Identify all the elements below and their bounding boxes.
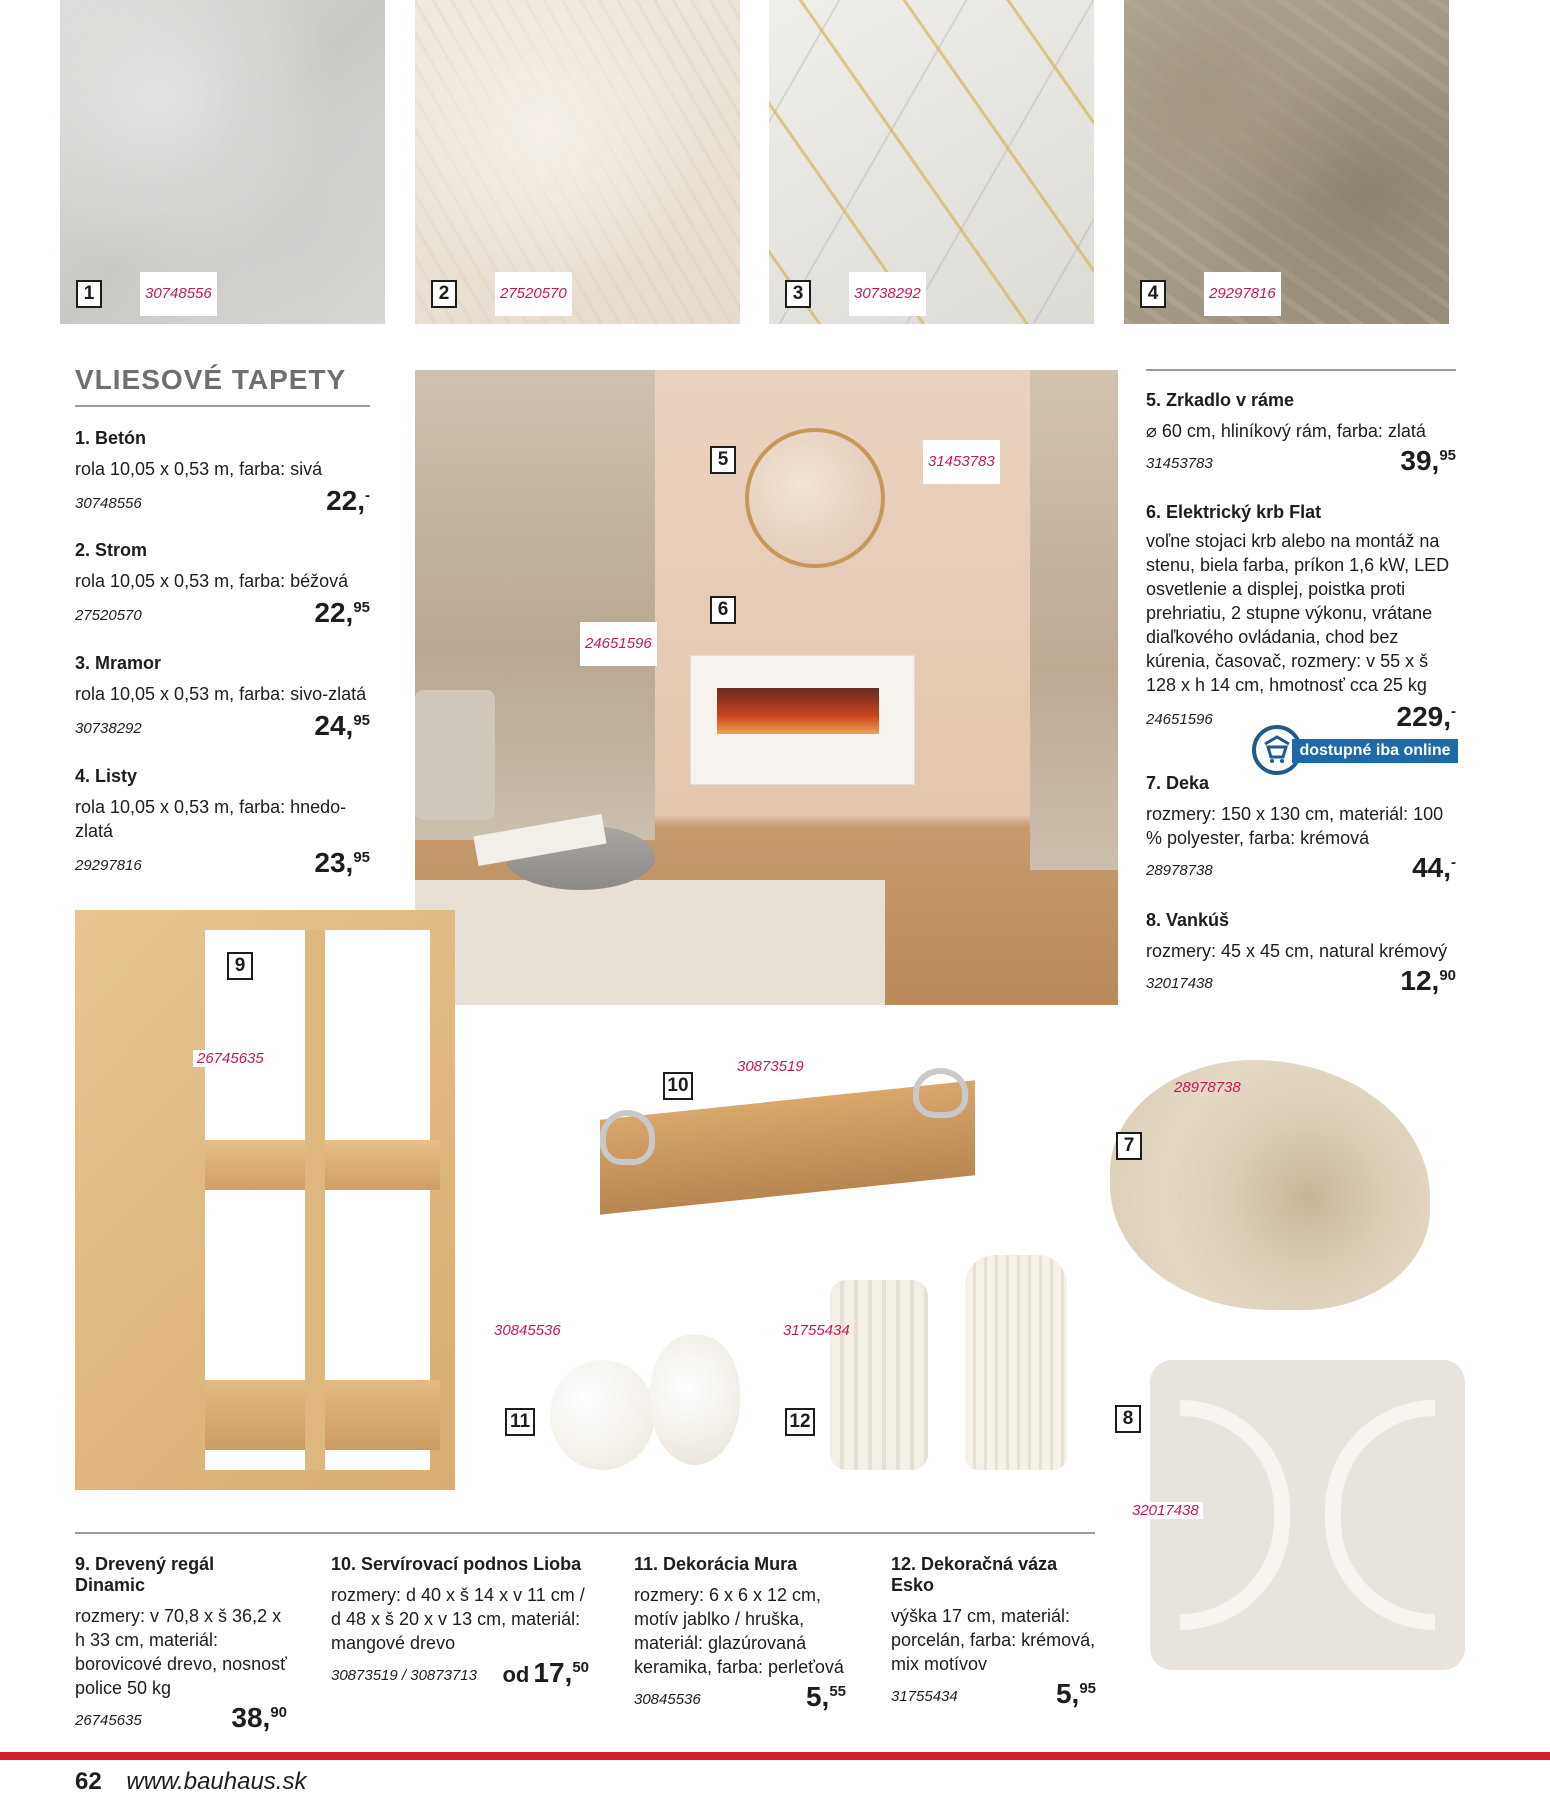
- wallpaper-product-2: [75, 540, 370, 631]
- product-title: 10. Servírovací podnos Lioba: [331, 1554, 582, 1574]
- product-tray: [331, 1554, 589, 1691]
- footer: [75, 1768, 306, 1796]
- product-code: 28978738: [1146, 862, 1213, 879]
- wooden-shelf-image: [75, 900, 455, 1490]
- product-title: 5. Zrkadlo v ráme: [1146, 390, 1295, 410]
- product-code: 24651596: [1146, 711, 1213, 728]
- item-number-badge: 2: [431, 280, 457, 308]
- right-column-rule: [1146, 369, 1456, 371]
- product-description: výška 17 cm, materiál: porcelán, farba: krémová, mix motívov: [891, 1606, 1096, 1674]
- product-description: rola 10,05 x 0,53 m, farba: hnedo-zlatá: [75, 797, 347, 841]
- product-pillow: [1146, 910, 1456, 999]
- product-code-tag: 30738292: [849, 272, 926, 316]
- product-description: rozmery: 150 x 130 cm, materiál: 100 % polyester, farba: krémová: [1146, 804, 1444, 848]
- product-price: 12,90: [1400, 965, 1456, 996]
- wallpaper-image-1: [60, 0, 385, 324]
- product-description: rozmery: 45 x 45 cm, natural krémový: [1146, 941, 1448, 961]
- item-number-badge: 10: [663, 1072, 693, 1100]
- product-code-tag: 31453783: [923, 440, 1000, 484]
- product-code-tag: 30748556: [140, 272, 217, 316]
- blanket-roll: [1110, 1060, 1430, 1310]
- product-description: rozmery: d 40 x š 14 x v 11 cm / d 48 x š 20 x v 13 cm, materiál: mangové drevo: [331, 1585, 585, 1653]
- online-only-label: dostupné iba online: [1292, 739, 1458, 763]
- item-number-badge: 1: [76, 280, 102, 308]
- product-shelf: [75, 1554, 287, 1736]
- product-mirror: [1146, 390, 1456, 479]
- product-title: 8. Vankúš: [1146, 910, 1230, 930]
- product-code: 31453783: [1146, 455, 1213, 472]
- vases-image: [780, 1245, 1080, 1480]
- product-price: 229,-: [1396, 701, 1456, 732]
- product-code-tag: 28978738: [1174, 1079, 1241, 1096]
- product-title: 6. Elektrický krb Flat: [1146, 502, 1322, 522]
- section-title-underline: [75, 405, 370, 407]
- product-title: 4. Listy: [75, 766, 138, 786]
- wall-mural: [1030, 370, 1118, 870]
- product-title: 11. Dekorácia Mura: [634, 1554, 798, 1574]
- item-number-badge: 4: [1140, 280, 1166, 308]
- product-price: 24,95: [314, 710, 370, 741]
- product-code-tag: 31755434: [783, 1322, 850, 1339]
- item-number-badge: 7: [1116, 1132, 1142, 1160]
- product-code-tag: 30845536: [494, 1322, 561, 1339]
- product-description: rola 10,05 x 0,53 m, farba: béžová: [75, 571, 349, 591]
- product-price: 5,55: [805, 1681, 846, 1712]
- product-code-tag: 27520570: [495, 272, 572, 316]
- product-vase: [891, 1554, 1096, 1712]
- product-code: 30748556: [75, 495, 142, 512]
- item-number-badge: 6: [710, 596, 736, 624]
- product-code: 27520570: [75, 607, 142, 624]
- product-description: rola 10,05 x 0,53 m, farba: sivo-zlatá: [75, 684, 367, 704]
- fireplace-flame: [717, 688, 879, 734]
- pear-figure: [650, 1335, 740, 1465]
- product-price: 22,-: [326, 485, 370, 516]
- product-price: 22,95: [314, 597, 370, 628]
- website-link[interactable]: www.bauhaus.sk: [126, 1768, 307, 1795]
- product-description: rozmery: 6 x 6 x 12 cm, motív jablko / hruška, materiál: glazúrovaná keramika, farba: perleťová: [634, 1585, 844, 1677]
- section-title: VLIESOVÉ TAPETY: [75, 364, 347, 395]
- product-code: 30738292: [75, 720, 142, 737]
- apple-figure: [550, 1360, 655, 1470]
- product-code-tag: 29297816: [1204, 272, 1281, 316]
- product-code: 31755434: [891, 1688, 958, 1705]
- product-title: 9. Drevený regál Dinamic: [75, 1554, 215, 1595]
- product-code-tag: 32017438: [1128, 1502, 1203, 1519]
- product-price: 44,-: [1412, 852, 1456, 883]
- product-fireplace: [1146, 502, 1456, 735]
- electric-fireplace: [690, 655, 915, 785]
- sofa: [415, 690, 495, 820]
- product-description: rola 10,05 x 0,53 m, farba: sivá: [75, 459, 323, 479]
- decor-fruit-image: [500, 1260, 750, 1480]
- product-title: 12. Dekoračná váza Esko: [891, 1554, 1058, 1595]
- item-number-badge: 12: [785, 1408, 815, 1436]
- product-price: 39,95: [1400, 445, 1456, 476]
- product-code: 26745635: [75, 1712, 142, 1729]
- product-price: od 17,50: [502, 1657, 589, 1688]
- product-code: 30845536: [634, 1691, 701, 1708]
- product-code: 32017438: [1146, 975, 1213, 992]
- product-description: rozmery: v 70,8 x š 36,2 x h 33 cm, materiál: borovicové drevo, nosnosť police 50 kg: [75, 1606, 287, 1698]
- product-title: 1. Betón: [75, 428, 147, 448]
- product-code: 29297816: [75, 857, 142, 874]
- item-number-badge: 3: [785, 280, 811, 308]
- product-fruit-decor: [634, 1554, 846, 1715]
- product-title: 2. Strom: [75, 540, 148, 560]
- rug: [415, 880, 885, 1005]
- wallpaper-product-4: [75, 766, 370, 881]
- item-number-badge: 5: [710, 446, 736, 474]
- blanket-image: [1100, 1040, 1435, 1315]
- round-mirror: [745, 428, 885, 568]
- vase-right: [965, 1255, 1067, 1470]
- product-description: voľne stojaci krb alebo na montáž na stenu, biela farba, príkon 1,6 kW, LED osvetlenie a displej, poistka proti prehriatiu, 2 stupne výkonu, vrátane diaľkového ovládania, chod bez kúrenia, časovač, rozmery: v 55 x š 128 x h 14 cm, hmotnosť cca 25 kg: [1146, 531, 1450, 695]
- wallpaper-product-3: [75, 653, 370, 744]
- product-description: ⌀ 60 cm, hliníkový rám, farba: zlatá: [1146, 421, 1426, 441]
- pillow-image: [1110, 1360, 1470, 1680]
- tray-handle: [600, 1110, 655, 1165]
- product-code-tag: 30873519: [737, 1058, 804, 1075]
- wallpaper-product-1: [75, 428, 370, 519]
- product-code-tag: 26745635: [193, 1050, 268, 1067]
- wallpaper-image-4: [1124, 0, 1449, 324]
- wallpaper-image-2: [415, 0, 740, 324]
- product-price: 5,95: [1055, 1678, 1096, 1709]
- product-price: 38,90: [231, 1702, 287, 1733]
- footer-red-bar: [0, 1752, 1550, 1760]
- wallpaper-image-3: [769, 0, 1094, 324]
- tray-handle: [913, 1068, 968, 1118]
- serving-tray-image: [595, 1050, 990, 1240]
- product-blanket: [1146, 773, 1456, 886]
- bottom-list-rule: [75, 1532, 1095, 1534]
- item-number-badge: 11: [505, 1408, 535, 1436]
- vase-left: [830, 1280, 928, 1470]
- page-number: 62: [75, 1768, 102, 1795]
- product-price: 23,95: [314, 847, 370, 878]
- item-number-badge: 9: [227, 952, 253, 980]
- product-title: 3. Mramor: [75, 653, 162, 673]
- shelf-side: [305, 930, 325, 1470]
- product-code: 30873519 / 30873713: [331, 1667, 477, 1684]
- item-number-badge: 8: [1115, 1405, 1141, 1433]
- product-title: 7. Deka: [1146, 773, 1210, 793]
- product-code-tag: 24651596: [580, 622, 657, 666]
- room-scene-image: [415, 370, 1118, 1005]
